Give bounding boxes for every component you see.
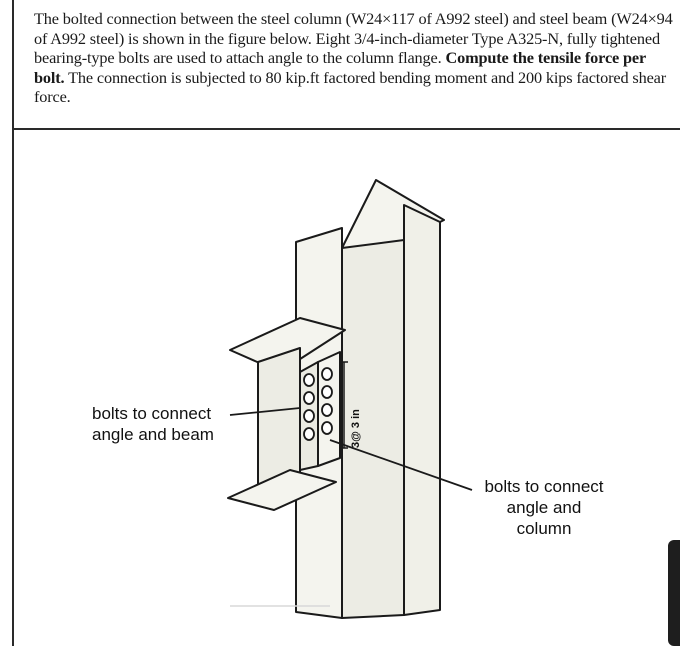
problem-question: Compute the tensile force per bolt. <box>34 48 646 87</box>
bolt <box>304 410 314 422</box>
label-right-line1: bolts to connect <box>484 477 604 496</box>
bolt <box>304 428 314 440</box>
label-right-line2: angle and <box>506 498 582 517</box>
bolt-spacing-label: 3@ 3 in <box>350 409 362 448</box>
bolt <box>322 404 332 416</box>
bolt <box>322 422 332 434</box>
label-left-line2: angle and beam <box>92 425 214 444</box>
bolt <box>304 392 314 404</box>
label-angle-column-bolts <box>474 476 614 539</box>
bolt <box>322 386 332 398</box>
bolt <box>304 374 314 386</box>
problem-text-part1: The bolted connection between the steel column (W24×117 of A992 steel) and steel beam (W24×94 of A992 steel) is shown in the figure below. Eight 3/4-inch-diameter Type A325-N, fully tightened bearing-type bolts are used to attach angle to the column flange. <box>34 9 673 67</box>
scrollbar-thumb[interactable] <box>668 540 680 646</box>
label-right-line3: column <box>516 519 572 538</box>
label-left-line1: bolts to connect <box>92 404 212 423</box>
column-back-flange <box>404 205 440 615</box>
label-angle-beam-bolts <box>92 403 214 445</box>
bolt <box>322 368 332 380</box>
problem-text-part2: The connection is subjected to 80 kip.ft factored bending moment and 200 kips factored shear force. <box>34 67 667 106</box>
